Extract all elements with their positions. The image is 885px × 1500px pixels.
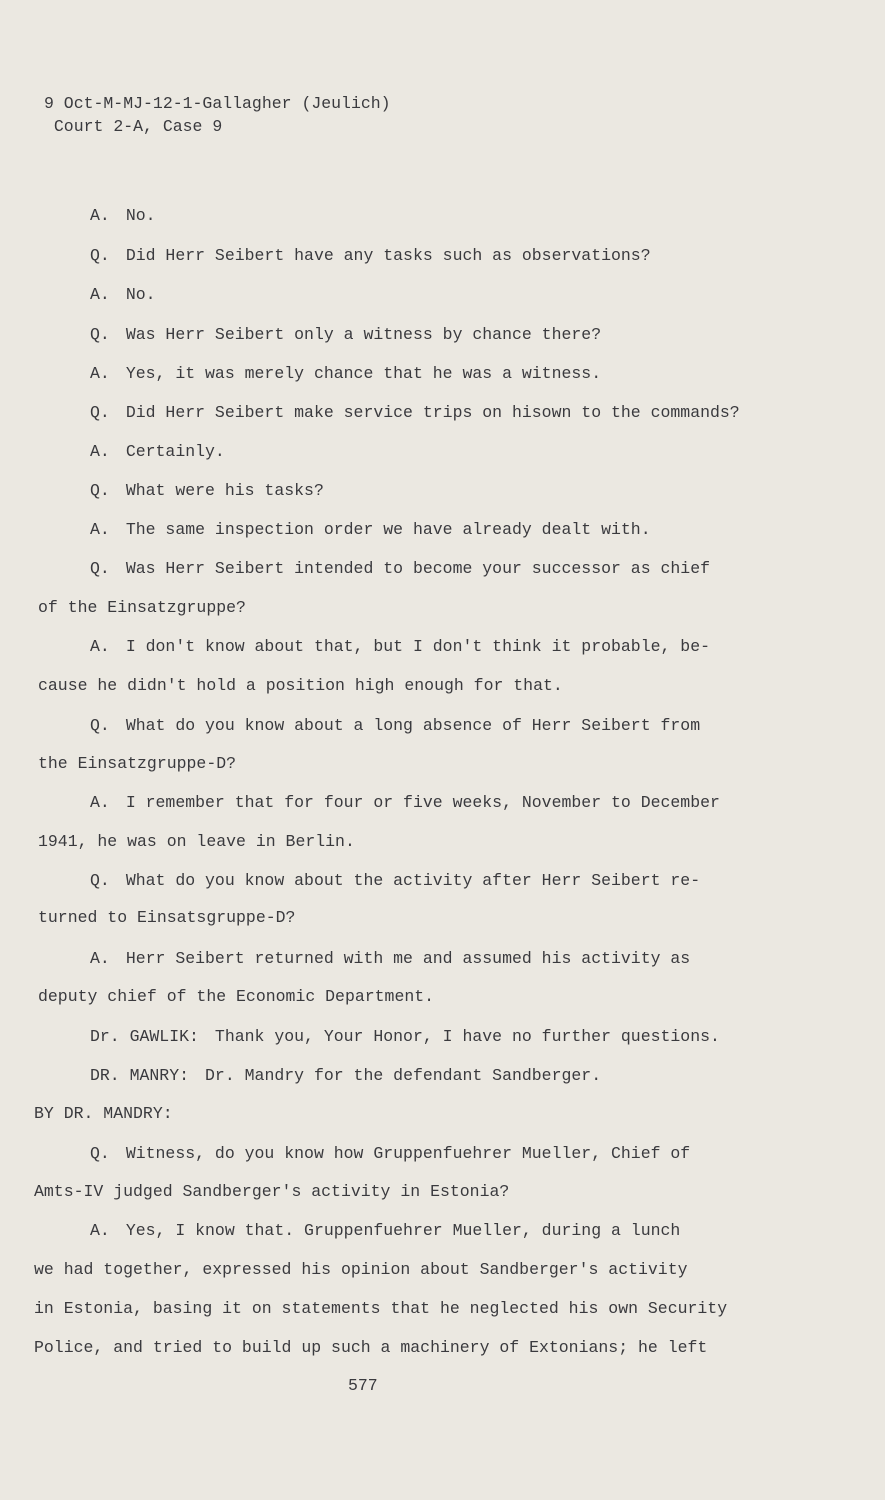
speaker-mark: Q. <box>90 325 110 344</box>
speaker-mark: A. <box>90 949 110 968</box>
speaker-mark: Q. <box>90 403 110 422</box>
line-text: Thank you, Your Honor, I have no further questions. <box>214 1027 720 1046</box>
transcript-line <box>38 832 355 851</box>
line-text: Was Herr Seibert intended to become your successor as chief <box>125 559 711 578</box>
transcript-line <box>34 1338 707 1357</box>
line-text: Witness, do you know how Gruppenfuehrer Mueller, Chief of <box>125 1144 691 1163</box>
line-text: Yes, I know that. Gruppenfuehrer Mueller, during a lunch <box>125 1221 681 1240</box>
transcript-line <box>38 598 246 617</box>
speaker-mark: A. <box>90 442 110 461</box>
transcript-line <box>34 1260 688 1279</box>
transcript-line <box>38 987 434 1006</box>
line-text: I remember that for four or five weeks, November to December <box>125 793 720 812</box>
transcript-line <box>34 1182 509 1201</box>
speaker-mark: DR. MANRY: <box>90 1066 190 1085</box>
speaker-mark: A. <box>90 793 110 812</box>
line-text: Yes, it was merely chance that he was a witness. <box>125 364 602 383</box>
line-text: turned to Einsatsgruppe-D? <box>38 908 296 927</box>
header-line-1: 9 Oct-M-MJ-12-1-Gallagher (Jeulich) <box>44 94 391 113</box>
transcript-line <box>90 871 700 890</box>
speaker-mark: Q. <box>90 871 110 890</box>
line-text: Did Herr Seibert make service trips on hisown to the commands? <box>125 403 740 422</box>
examination-heading <box>34 1104 173 1123</box>
page-number: 577 <box>348 1376 378 1395</box>
speaker-mark: Q. <box>90 246 110 265</box>
transcript-line <box>90 1144 690 1163</box>
transcript-line <box>90 206 156 225</box>
speaker-mark: A. <box>90 637 110 656</box>
line-text: What were his tasks? <box>125 481 324 500</box>
speaker-mark: Q. <box>90 559 110 578</box>
transcript-line <box>38 676 563 695</box>
line-text: Did Herr Seibert have any tasks such as observations? <box>125 246 651 265</box>
transcript-line <box>90 403 740 422</box>
transcript-line <box>90 520 651 539</box>
line-text: we had together, expressed his opinion about Sandberger's activity <box>34 1260 688 1279</box>
transcript-line <box>90 285 156 304</box>
transcript-line <box>90 325 601 344</box>
line-text: Amts-IV judged Sandberger's activity in Estonia? <box>34 1182 510 1201</box>
line-text: What do you know about a long absence of Herr Seibert from <box>125 716 701 735</box>
transcript-line <box>90 246 651 265</box>
transcript-line <box>90 637 710 656</box>
transcript-line <box>90 1066 601 1085</box>
speaker-mark: Q. <box>90 716 110 735</box>
speaker-mark: A. <box>90 206 110 225</box>
speaker-mark: Q. <box>90 481 110 500</box>
line-text: Dr. Mandry for the defendant Sandberger. <box>205 1066 602 1085</box>
line-text: No. <box>125 285 156 304</box>
line-text: The same inspection order we have already dealt with. <box>125 520 651 539</box>
line-text: Herr Seibert returned with me and assumed his activity as <box>125 949 691 968</box>
line-text: Police, and tried to build up such a machinery of Extonians; he left <box>34 1338 708 1357</box>
transcript-line <box>34 1299 727 1318</box>
transcript-line <box>90 1221 680 1240</box>
line-text: BY DR. MANDRY: <box>34 1104 173 1123</box>
speaker-mark: Dr. GAWLIK: <box>90 1027 199 1046</box>
transcript-line <box>90 793 720 812</box>
speaker-mark: Q. <box>90 1144 110 1163</box>
line-text: What do you know about the activity after Herr Seibert re- <box>125 871 701 890</box>
transcript-line <box>90 1027 720 1046</box>
speaker-mark: A. <box>90 1221 110 1240</box>
line-text: deputy chief of the Economic Department. <box>38 987 435 1006</box>
line-text: 1941, he was on leave in Berlin. <box>38 832 355 851</box>
transcript-line <box>90 559 710 578</box>
line-text: in Estonia, basing it on statements that he neglected his own Security <box>34 1299 728 1318</box>
transcript-line <box>38 908 295 927</box>
line-text: of the Einsatzgruppe? <box>38 598 246 617</box>
speaker-mark: A. <box>90 364 110 383</box>
transcript-line <box>90 716 700 735</box>
line-text: Certainly. <box>125 442 225 461</box>
line-text: cause he didn't hold a position high enough for that. <box>38 676 563 695</box>
transcript-line <box>90 949 690 968</box>
line-text: the Einsatzgruppe-D? <box>38 754 237 773</box>
speaker-mark: A. <box>90 520 110 539</box>
header-line-2: Court 2-A, Case 9 <box>53 117 223 136</box>
transcript-line <box>90 481 324 500</box>
transcript-line <box>38 754 236 773</box>
line-text: Was Herr Seibert only a witness by chance there? <box>125 325 602 344</box>
line-text: I don't know about that, but I don't think it probable, be- <box>125 637 711 656</box>
line-text: No. <box>125 206 156 225</box>
transcript-line <box>90 442 225 461</box>
transcript-line <box>90 364 601 383</box>
speaker-mark: A. <box>90 285 110 304</box>
